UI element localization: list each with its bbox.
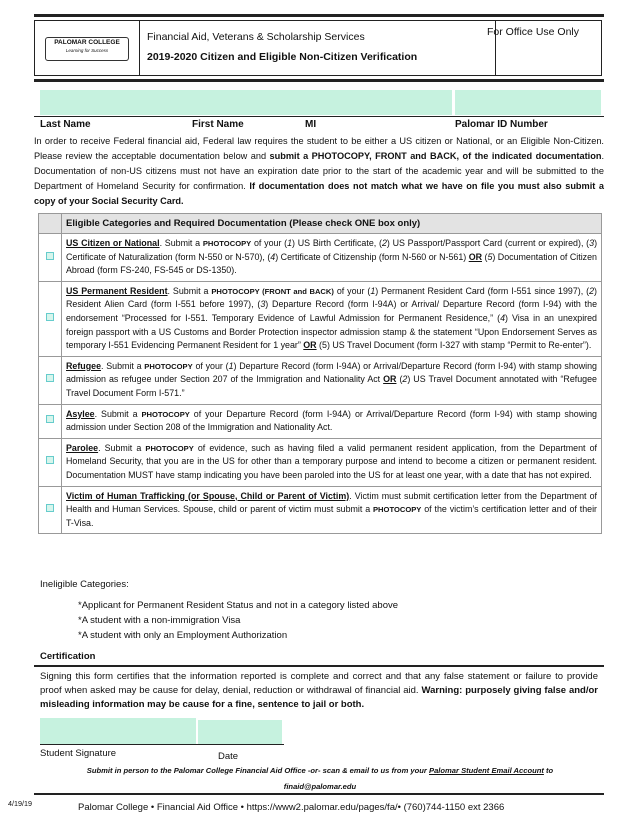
category-text: ) Documentation of Citizen Abroad (form FS-240, FS-545 or DS-1350).: [66, 251, 597, 276]
trafficking-victim-checkbox[interactable]: [46, 504, 54, 512]
category-text: of your (: [333, 285, 371, 296]
student-name-input[interactable]: [40, 90, 452, 115]
item-number: 2: [589, 285, 595, 296]
footer-rule: [34, 793, 604, 795]
category-refugee: [62, 356, 602, 404]
field-underline: [34, 116, 604, 117]
submit-to: to: [543, 766, 554, 775]
item-number: 3: [589, 238, 595, 248]
category-text: ) Certificate of Naturalization (form N-550 or N-570), (: [66, 238, 598, 262]
certification-statement: Signing this form certifies that the information reported is complete and correct and that any false statement or failure to provide proof when asked may be cause for delay, denial, reduction or withdrawal of financial aid.: [40, 671, 598, 696]
category-trafficking-victim: [62, 486, 602, 534]
category-title: Asylee: [66, 408, 95, 419]
ineligible-item: *A student with a non-immigration Visa: [78, 615, 241, 626]
category-text: of your Departure Record (form I-94A) or Arrival/Departure Record (form I-94) with stamp showing admission under Section 208 of the Immigration and Nationality Act.: [66, 408, 597, 433]
category-row: [39, 234, 602, 282]
asylee-checkbox[interactable]: [46, 415, 54, 423]
logo-cell: [35, 21, 140, 75]
title-cell: [139, 21, 496, 75]
categories-table: [38, 213, 602, 534]
mi-label: MI: [305, 119, 317, 130]
item-number: 3: [260, 299, 266, 310]
certification-warning: Warning: purposely giving false and/or misleading information may be cause for a fine, sentence to jail or both.: [40, 685, 599, 710]
category-text: ) Departure Record (form I-94A) or Arrival/Departure Record (form I-94) with stamp showing admission as refugee under Section 207 of the Immigration and Nationality Act: [66, 360, 597, 385]
item-number: 4: [500, 312, 506, 323]
category-parolee: [62, 438, 602, 486]
photocopy-label: PHOTOCOPY: [372, 505, 422, 515]
intro-text-1: In order to receive Federal financial aid, Federal law requires the student to be either a US citizen or National, or an Eligible Non-Citizen. Please review the acceptable documentation below and: [34, 136, 604, 161]
photocopy-label: PHOTOCOPY: [141, 409, 190, 419]
refugee-checkbox[interactable]: [46, 374, 54, 382]
category-text: of your (: [192, 360, 229, 371]
top-rule: [34, 14, 604, 17]
ineligible-list: [78, 598, 398, 643]
form-header: [34, 20, 602, 76]
category-text: ) Visa in an unexpired foreign passport with a US Customs and Border Protection inspector admission stamp & the statement “Upon Endorsement Serves as temporary I-551 Evidencing Permanent Resident for 1 year”: [66, 312, 597, 351]
categories-header: Eligible Categories and Required Documentation (Please check ONE box only): [62, 214, 602, 234]
submit-instructions: [60, 763, 580, 795]
student-signature-label: Student Signature: [40, 748, 117, 759]
header-bottom-rule: [34, 79, 604, 82]
us-citizen-checkbox[interactable]: [46, 252, 54, 260]
category-text: (: [396, 374, 403, 385]
or-label: OR: [383, 374, 397, 385]
logo-tagline: Learning for Success: [65, 48, 109, 53]
first-name-label: First Name: [192, 119, 244, 130]
category-text: ) Resident Alien Card (form I-551 before 1997), (: [66, 285, 597, 310]
student-email-link[interactable]: Palomar Student Email Account: [429, 766, 544, 775]
student-id-input[interactable]: [455, 90, 601, 115]
office-use-label: For Office Use Only: [487, 26, 579, 38]
category-row: [39, 281, 602, 356]
category-text: (: [482, 251, 488, 262]
header-spacer: [39, 214, 62, 234]
item-number: 2: [402, 374, 408, 385]
category-title: Victim of Human Trafficking (or Spouse, Child or Parent of Victim): [66, 490, 350, 501]
item-number: 1: [370, 285, 376, 296]
item-number: 2: [381, 238, 387, 248]
certification-text: [40, 670, 598, 712]
logo-text: PALOMAR COLLEGE: [54, 39, 120, 46]
certification-heading: Certification: [40, 651, 96, 662]
intro-bold-1: submit a PHOTOCOPY, FRONT and BACK, of the indicated documentation: [269, 151, 602, 161]
ineligible-item: *A student with only an Employment Authorization: [78, 630, 288, 641]
item-number: 1: [287, 238, 293, 248]
finaid-email[interactable]: finaid@palomar.edu: [283, 782, 357, 791]
category-title: US Citizen or National: [66, 238, 160, 248]
photocopy-label: PHOTOCOPY: [144, 361, 193, 371]
palomar-logo: [45, 37, 129, 61]
category-text: (5) US Travel Document (form I-327 with stamp “Permit to Re-enter”).: [316, 340, 592, 351]
intro-bold-2: If documentation does not match what we have on file you must also submit a copy of your Social Security Card.: [34, 181, 604, 206]
ineligible-item: *Applicant for Permanent Resident Status and not in a category listed above: [78, 600, 399, 611]
id-number-label: Palomar ID Number: [455, 119, 548, 130]
date-input[interactable]: [198, 720, 282, 744]
parolee-checkbox[interactable]: [46, 456, 54, 464]
or-label: OR: [468, 251, 482, 262]
revision-date: 4/19/19: [8, 799, 32, 808]
category-text: ) Certificate of Citizenship (form N-560 or N-561): [275, 251, 469, 262]
or-label: OR: [303, 340, 317, 351]
category-asylee: [62, 404, 602, 438]
category-row: [39, 438, 602, 486]
form-title: 2019-2020 Citizen and Eligible Non-Citizen Verification: [147, 51, 418, 63]
category-text: . Submit a: [167, 285, 212, 296]
signature-input[interactable]: [40, 718, 196, 744]
permanent-resident-checkbox[interactable]: [46, 313, 54, 321]
category-text: . Victim must submit certification letter from the Department of Health and Human Services. Spouse, child or parent of victim must submit a: [66, 490, 597, 515]
category-text: of your (: [251, 238, 288, 248]
category-text: ) US Travel Document annotated with “Refugee Travel Document Form I-571.”: [66, 374, 597, 398]
category-text: . Submit a: [98, 442, 146, 453]
category-us-citizen: [62, 234, 602, 282]
category-row: [39, 356, 602, 404]
ineligible-heading: Ineligible Categories:: [40, 579, 129, 590]
item-number: 5: [487, 251, 493, 262]
category-text: ) US Birth Certificate, (: [292, 238, 382, 248]
item-number: 1: [228, 360, 234, 371]
certification-rule: [34, 665, 604, 667]
category-text: ) Permanent Resident Card (form I-551 since 1997), (: [375, 285, 590, 296]
submit-text: Submit in person to the Palomar College Financial Aid Office -or- scan & email to us from your: [86, 766, 429, 775]
photocopy-label: PHOTOCOPY: [202, 239, 252, 248]
category-title: US Permanent Resident: [66, 285, 168, 296]
category-text: of evidence, such as having filed a valid permanent resident application, from the Department of Homeland Security, that you are in the US for other than a temporary purpose and intend to become a citizen or permanent resident. Documentation MUST have stamp indicating you have been paroled into the US for at least one year, with a date that has not expired.: [66, 442, 597, 480]
photocopy-label: PHOTOCOPY: [145, 443, 194, 453]
category-title: Refugee: [66, 360, 102, 371]
category-text: ) US Passport/Passport Card (current or expired), (: [386, 238, 590, 248]
date-label: Date: [218, 751, 239, 762]
category-text: . Submit a: [94, 408, 142, 419]
intro-text-2: . Documentation of non-US citizens must not have an expiration date prior to the start of the academic year and will be submitted to the Department of Homeland Security for confirmation.: [34, 151, 604, 191]
item-number: 4: [270, 251, 276, 262]
category-permanent-resident: [62, 281, 602, 356]
category-text: of the victim’s certification letter and of their T-Visa.: [66, 504, 597, 528]
photocopy-label: PHOTOCOPY (FRONT and BACK): [211, 286, 334, 296]
category-row: [39, 404, 602, 438]
last-name-label: Last Name: [40, 119, 91, 130]
category-text: . Submit a: [159, 238, 203, 248]
signature-underline: [40, 744, 284, 745]
category-row: [39, 486, 602, 534]
footer-contact: Palomar College • Financial Aid Office • https://www2.palomar.edu/pages/fa/• (760)744-1150 ext 2366: [78, 802, 505, 813]
category-title: Parolee: [66, 442, 99, 453]
category-text: . Submit a: [101, 360, 145, 371]
organization-name: Financial Aid, Veterans & Scholarship Services: [147, 31, 365, 43]
intro-paragraph: [34, 134, 604, 209]
category-text: ) Departure Record (form I-94A) or Arrival/ Departure Record (form I-94) with the endorsement “Processed for I-551. Temporary Evidence of Lawful Admission for Permanent Residence,” (: [66, 299, 597, 323]
